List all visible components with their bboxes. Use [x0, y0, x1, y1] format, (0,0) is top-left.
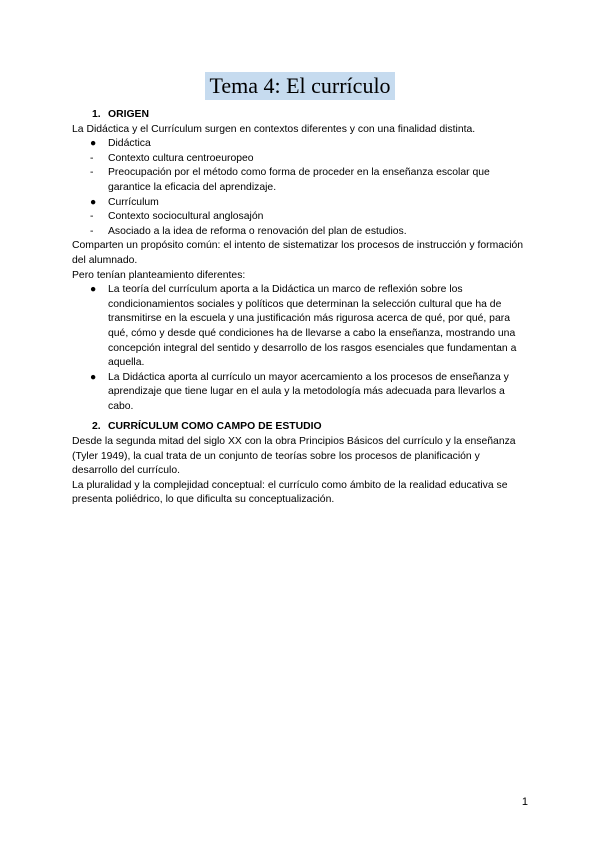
list-item-text: Asociado a la idea de reforma o renovación del plan de estudios.	[108, 225, 407, 237]
dash-marker: -	[90, 167, 94, 179]
list-item	[72, 210, 528, 225]
list-differences	[72, 283, 528, 414]
list-item-text: Contexto cultura centroeuropeo	[108, 152, 254, 164]
bullet-icon: ●	[90, 284, 97, 296]
section-title: CURRÍCULUM COMO CAMPO DE ESTUDIO	[108, 421, 322, 433]
list-item-text: Contexto sociocultural anglosajón	[108, 211, 264, 223]
bullet-icon: ●	[90, 371, 97, 383]
paragraph: La Didáctica y el Currículum surgen en contextos diferentes y con una finalidad distinta.	[72, 123, 476, 135]
page-number: 1	[521, 796, 528, 808]
section-number: 1.	[92, 109, 101, 120]
paragraph: Pero tenían planteamiento diferentes:	[72, 269, 246, 281]
paragraph: Desde la segunda mitad del siglo XX con la obra Principios Básicos del currículo y la enseñanza (Tyler 1949), la cual trata de un conjunto de teorías sobre los procesos de planificación y desarrollo del currículo.	[72, 436, 516, 477]
list-item	[72, 137, 528, 152]
list-item-text: Preocupación por el método como forma de proceder en la enseñanza escolar que garantice la eficacia del aprendizaje.	[108, 167, 490, 193]
paragraph: Comparten un propósito común: el intento de sistematizar los procesos de instrucción y formación del alumnado.	[72, 240, 524, 266]
dash-marker: -	[90, 211, 94, 223]
list-item-text: Didáctica	[108, 138, 151, 150]
list-item	[72, 196, 528, 211]
list-item-text: Currículum	[108, 196, 159, 208]
section-heading-campo	[72, 420, 528, 435]
paragraph: La pluralidad y la complejidad conceptual: el currículo como ámbito de la realidad educativa se presenta poliédrico, lo que dificulta su conceptualización.	[72, 479, 508, 506]
section-heading-origen	[72, 108, 528, 123]
list-item-text: La teoría del currículum aporta a la Didáctica un marco de reflexión sobre los condicionamientos sociales y políticos que determinan la selección cultural que ha de transmitirse en la escuela y una justificación más rigurosa acerca de qué, por qué, para qué, cómo y desde qué condiciones ha de llevarse a cabo la enseñanza, mostrando una concepción integral del sentido y desarrollo de los rasgos esenciales que fundamentan a aquella.	[108, 284, 517, 369]
section-title: ORIGEN	[108, 109, 149, 120]
list-item	[72, 152, 528, 167]
dash-marker: -	[90, 152, 94, 164]
list-item-text: La Didáctica aporta al currículo un mayor acercamiento a los procesos de enseñanza y aprendizaje que tiene lugar en el aula y la metodología más adecuada para llevarlos a cabo.	[108, 371, 509, 412]
list-item	[72, 166, 528, 195]
list-item	[72, 283, 528, 371]
list-item	[72, 371, 528, 415]
title-container	[0, 72, 600, 100]
dash-marker: -	[90, 225, 94, 237]
document-body	[72, 108, 528, 508]
bullet-icon: ●	[90, 138, 97, 150]
bullet-icon: ●	[90, 196, 97, 208]
list-origin	[72, 137, 528, 239]
section-number: 2.	[92, 421, 101, 433]
page-title: Tema 4: El currículo	[205, 72, 394, 100]
list-item	[72, 225, 528, 240]
